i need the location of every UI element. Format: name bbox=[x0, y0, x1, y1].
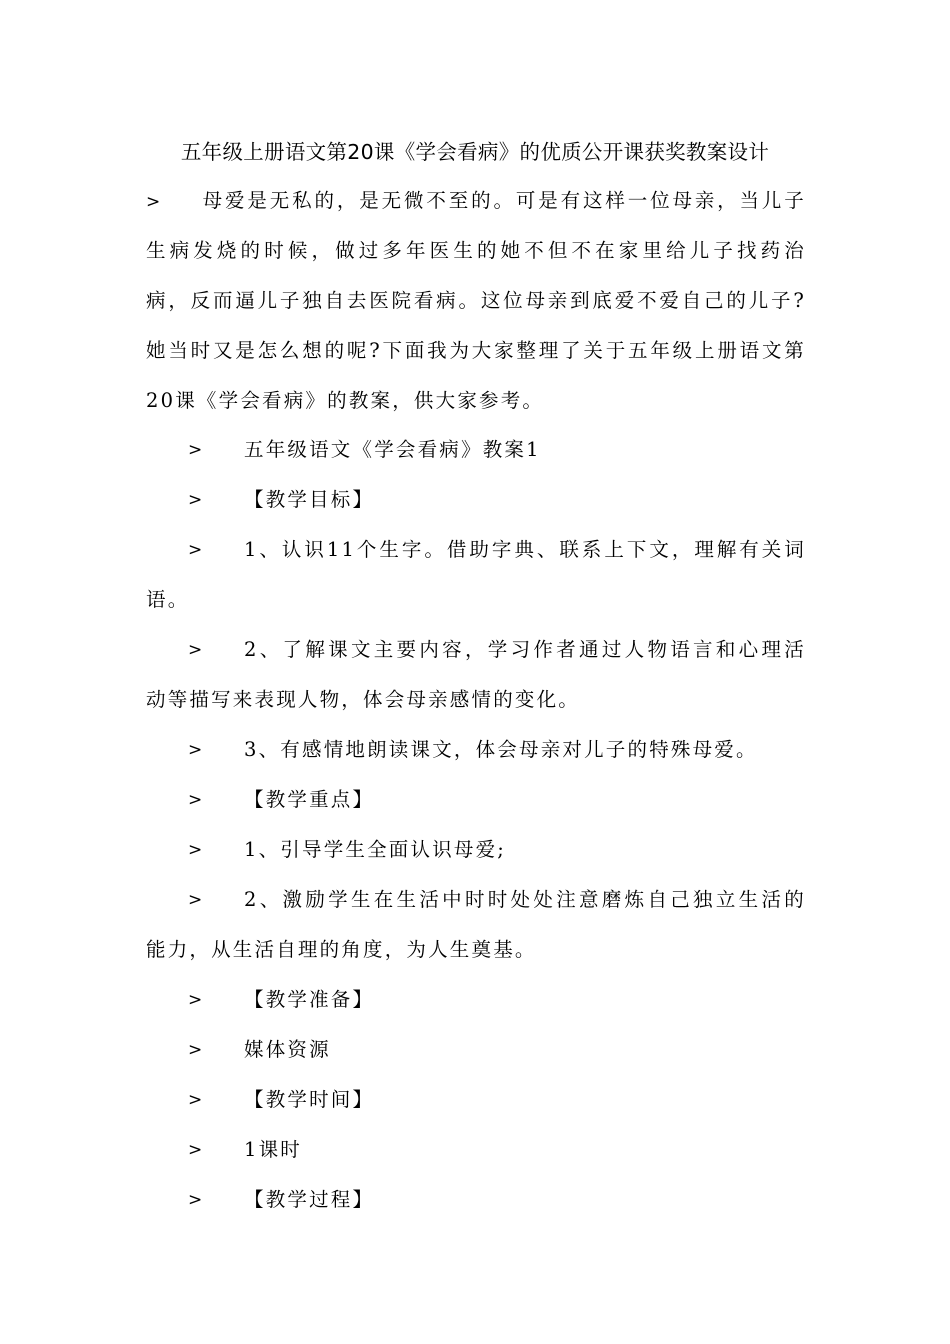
section-heading: 【教学时间】 bbox=[244, 1088, 375, 1111]
list-item: > 1课时 bbox=[146, 1125, 806, 1175]
section-heading: 【教学重点】 bbox=[244, 788, 375, 811]
intro-line-1: > 母爱是无私的，是无微不至的。可是有这样一位母亲，当儿子 bbox=[146, 189, 806, 212]
intro-line-3: 病，反而逼儿子独自去医院看病。这位母亲到底爱不爱自己的儿子? bbox=[146, 289, 806, 312]
list-item: > 2、了解课文主要内容，学习作者通过人物语言和心理活 bbox=[146, 625, 806, 675]
list-item: > 【教学目标】 bbox=[146, 475, 806, 525]
list-item-continuation: 语。 bbox=[146, 588, 190, 611]
list-item-text: 1、引导学生全面认识母爱; bbox=[244, 838, 507, 861]
section-heading: 【教学目标】 bbox=[244, 488, 375, 511]
list-item-text: 3、有感情地朗读课文，体会母亲对儿子的特殊母爱。 bbox=[244, 738, 758, 761]
list-item: > 1、认识11个生字。借助字典、联系上下文，理解有关词 bbox=[146, 525, 806, 575]
section-heading: 【教学过程】 bbox=[244, 1188, 375, 1211]
list-item: > 【教学时间】 bbox=[146, 1075, 806, 1125]
list-item: > 【教学重点】 bbox=[146, 775, 806, 825]
list-item-text: 1课时 bbox=[244, 1138, 303, 1161]
list-item-text: 媒体资源 bbox=[244, 1038, 331, 1061]
list-item: > 媒体资源 bbox=[146, 1025, 806, 1075]
list-item: > 1、引导学生全面认识母爱; bbox=[146, 825, 806, 875]
intro-line-4: 她当时又是怎么想的呢?下面我为大家整理了关于五年级上册语文第 bbox=[146, 339, 806, 362]
intro-line-5: 20课《学会看病》的教案，供大家参考。 bbox=[146, 389, 545, 412]
list-item-text: 1、认识11个生字。借助字典、联系上下文，理解有关词 bbox=[244, 538, 806, 561]
section-heading: 【教学准备】 bbox=[244, 988, 375, 1011]
document-title: 五年级上册语文第20课《学会看病》的优质公开课获奖教案设计 bbox=[180, 140, 770, 164]
list-item-text: 2、了解课文主要内容，学习作者通过人物语言和心理活 bbox=[244, 638, 806, 661]
list-item-continuation: 能力，从生活自理的角度，为人生奠基。 bbox=[146, 938, 537, 961]
lesson-plan-list bbox=[146, 425, 806, 1225]
list-item-text: 五年级语文《学会看病》教案1 bbox=[244, 438, 541, 461]
list-item: > 【教学过程】 bbox=[146, 1175, 806, 1225]
list-item-text: 2、激励学生在生活中时时处处注意磨炼自己独立生活的 bbox=[244, 888, 806, 911]
list-item-continuation: 动等描写来表现人物，体会母亲感情的变化。 bbox=[146, 688, 581, 711]
list-item: > 3、有感情地朗读课文，体会母亲对儿子的特殊母爱。 bbox=[146, 725, 806, 775]
list-item: > 五年级语文《学会看病》教案1 bbox=[146, 425, 806, 475]
intro-line-2: 生病发烧的时候，做过多年医生的她不但不在家里给儿子找药治 bbox=[146, 239, 806, 262]
list-item: > 2、激励学生在生活中时时处处注意磨炼自己独立生活的 bbox=[146, 875, 806, 925]
list-item: > 【教学准备】 bbox=[146, 975, 806, 1025]
intro-paragraph bbox=[146, 176, 806, 426]
